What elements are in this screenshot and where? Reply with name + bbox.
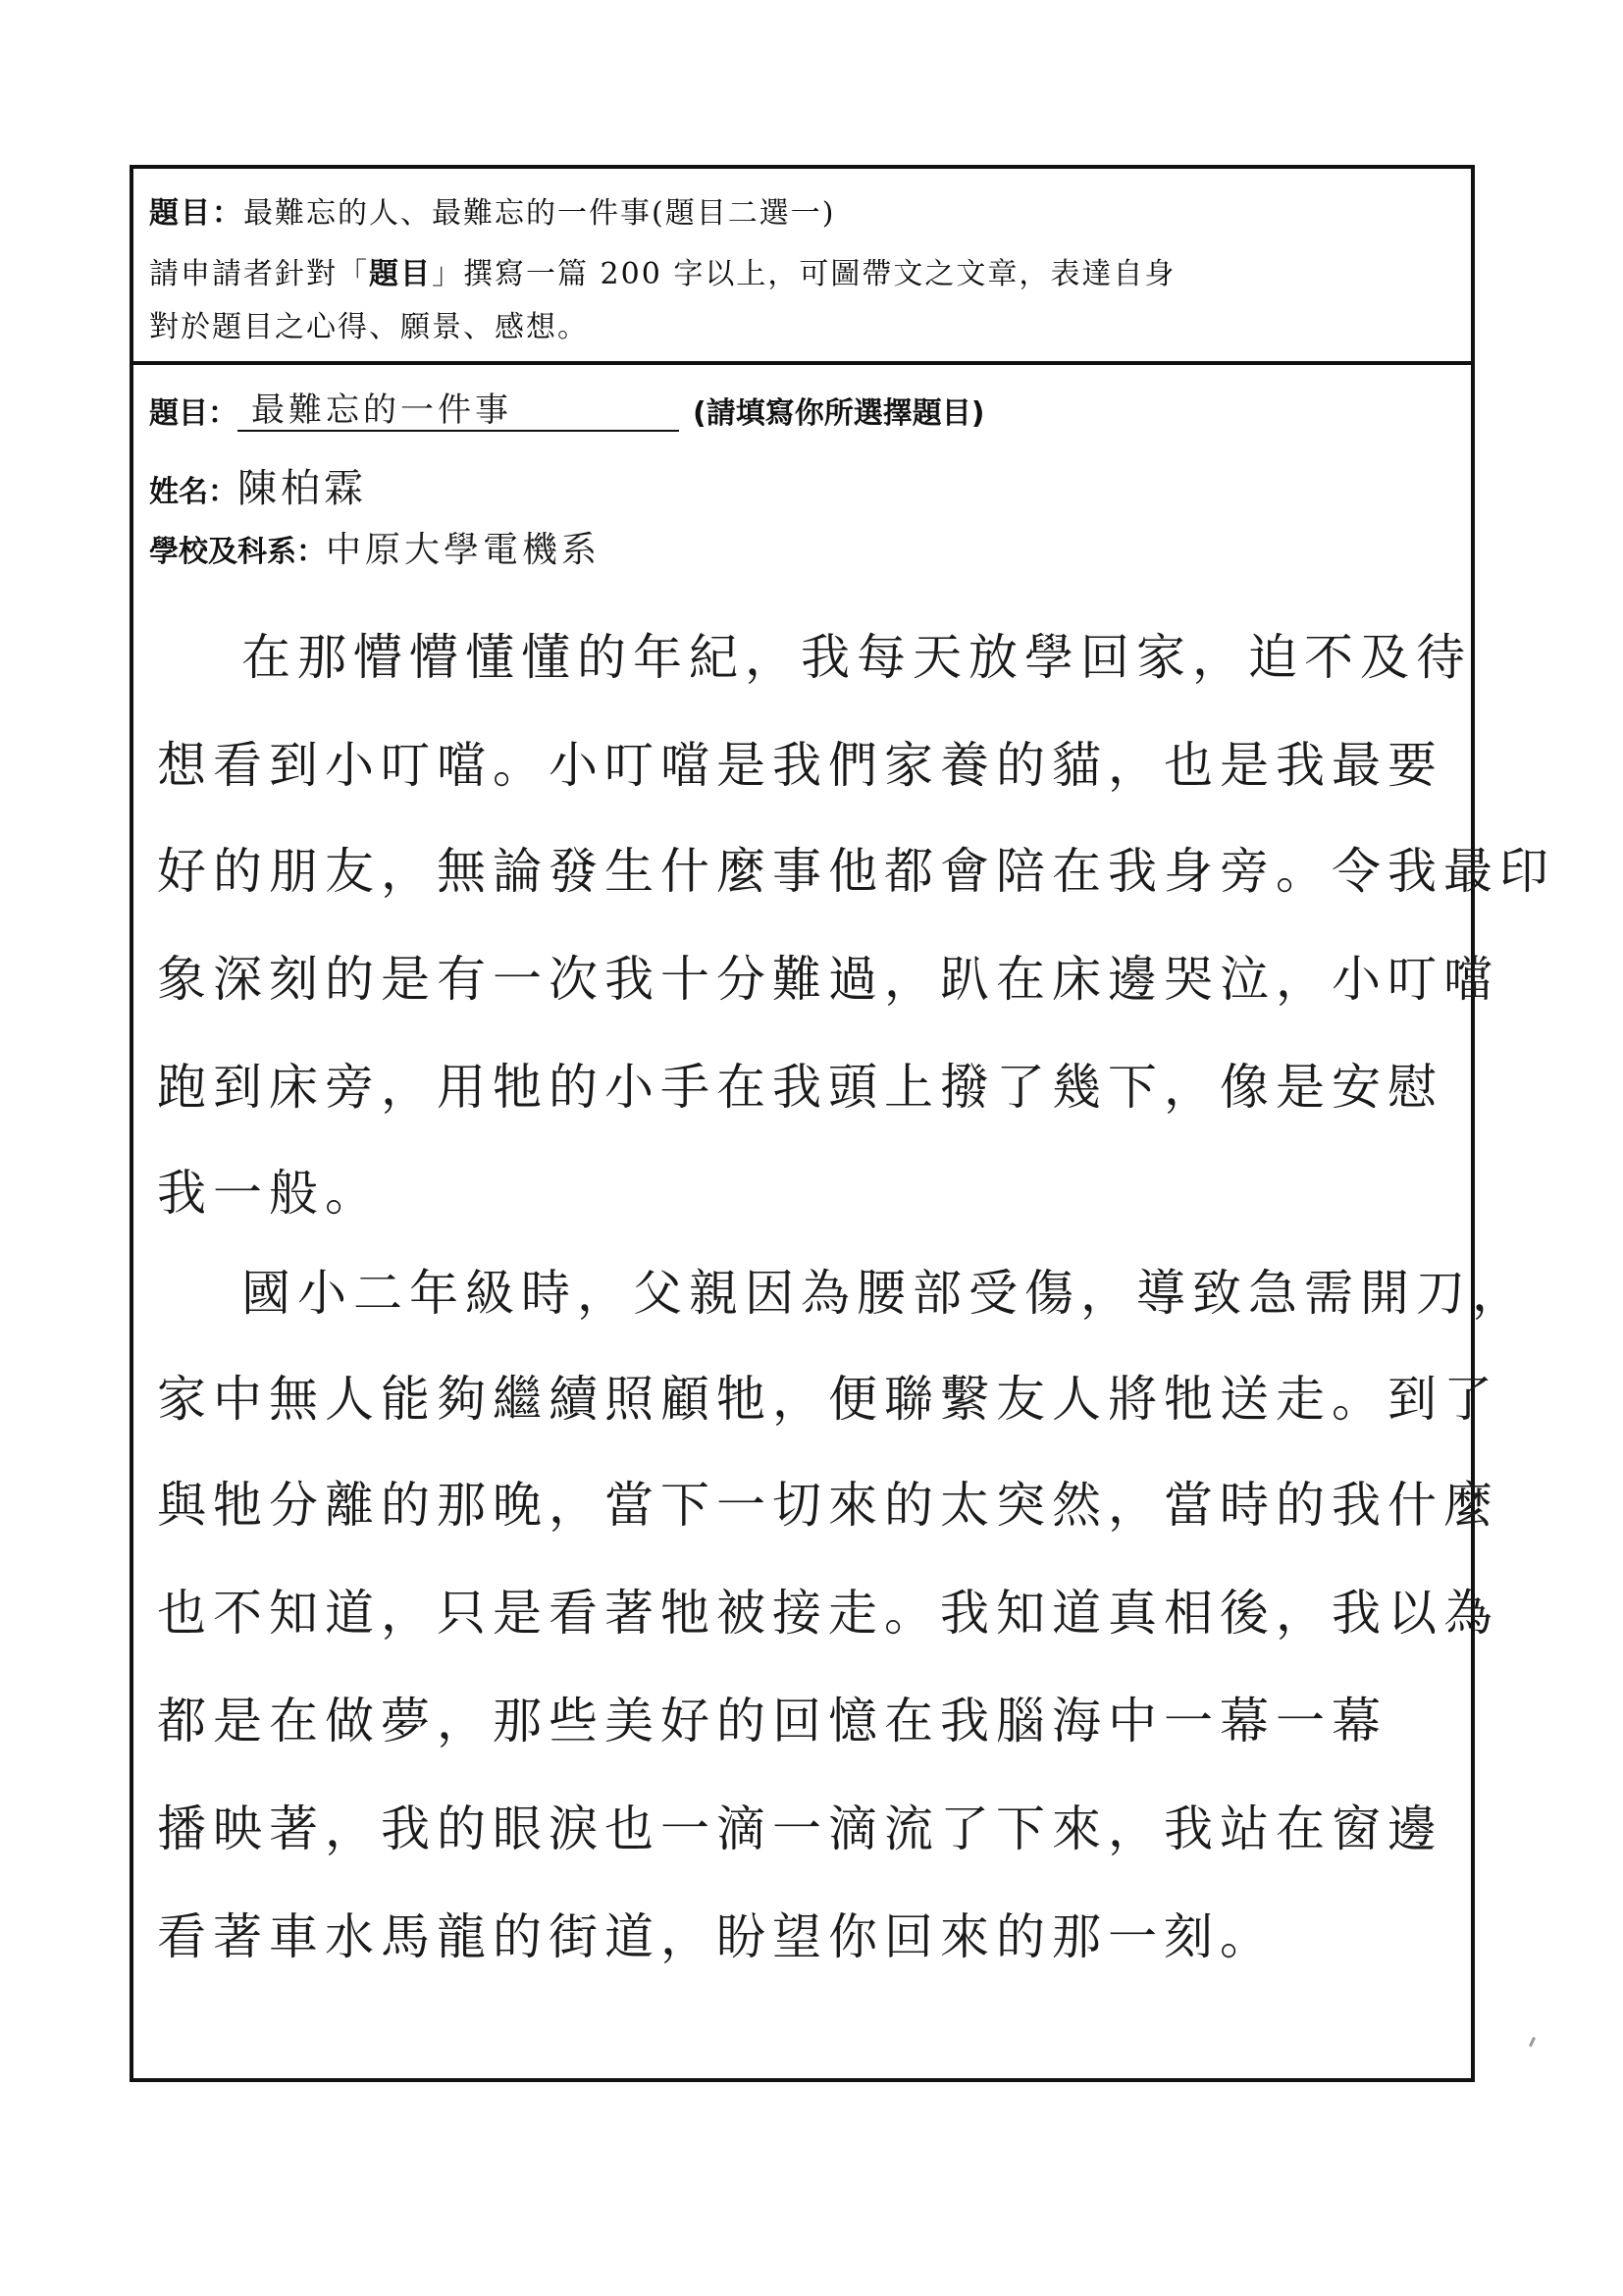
essay-line: 與牠分離的那晚，當下一切來的太突然，當時的我什麼 xyxy=(157,1477,1499,1534)
essay-line: 我一般。 xyxy=(157,1165,381,1222)
topic-field-label: 題目： xyxy=(149,396,237,431)
school-field-label: 學校及科系： xyxy=(149,535,326,569)
essay-line: 都是在做夢，那些美好的回憶在我腦海中一幕一幕 xyxy=(157,1693,1387,1749)
school-field-value: 中原大學電機系 xyxy=(326,530,602,570)
prompt-topic xyxy=(149,188,835,232)
essay-line: 想看到小叮噹。小叮噹是我們家養的貓，也是我最要 xyxy=(157,737,1443,794)
name-field xyxy=(149,457,367,513)
prompt-box xyxy=(133,169,1471,365)
name-field-value: 陳柏霖 xyxy=(237,466,367,511)
essay-form xyxy=(130,165,1555,2082)
essay-line: 跑到床旁，用牠的小手在我頭上撥了幾下，像是安慰 xyxy=(157,1059,1443,1116)
prompt-instruction-line2: 對於題目之心得、願景、感想。 xyxy=(149,310,589,344)
essay-line: 也不知道，只是看著牠被接走。我知道真相後，我以為 xyxy=(157,1585,1499,1642)
essay-line: 在那懵懵懂懂的年紀，我每天放學回家，迫不及待 xyxy=(241,629,1472,686)
instruction-part2: 」撰寫一篇 200 字以上，可圖帶文之文章，表達自身 xyxy=(432,257,1177,291)
essay-line: 看著車水馬龍的街道，盼望你回來的那一刻。 xyxy=(157,1908,1276,1965)
prompt-topic-text: 最難忘的人、最難忘的一件事(題目二選一) xyxy=(243,196,836,231)
essay-line: 國小二年級時，父親因為腰部受傷，導致急需開刀， xyxy=(241,1265,1528,1322)
essay-line: 家中無人能夠繼續照顧牠，便聯繫友人將牠送走。到了 xyxy=(157,1371,1499,1428)
topic-field-value: 最難忘的一件事 xyxy=(237,391,679,432)
topic-field-hint: (請填寫你所選擇題目) xyxy=(693,396,985,431)
school-field xyxy=(149,522,601,572)
prompt-instruction xyxy=(149,249,1176,292)
prompt-topic-label: 題目： xyxy=(149,196,243,231)
instruction-part1: 請申請者針對「 xyxy=(149,257,369,291)
essay-line: 象深刻的是有一次我十分難過，趴在床邊哭泣，小叮噹 xyxy=(157,951,1499,1008)
essay-line: 好的朋友，無論發生什麼事他都會陪在我身旁。令我最印 xyxy=(157,843,1555,900)
instruction-bold: 題目 xyxy=(369,257,432,291)
name-field-label: 姓名： xyxy=(149,475,237,509)
scan-speck xyxy=(1529,2037,1536,2047)
essay-line: 播映著，我的眼淚也一滴一滴流了下來，我站在窗邊 xyxy=(157,1800,1443,1857)
topic-field xyxy=(149,389,984,432)
